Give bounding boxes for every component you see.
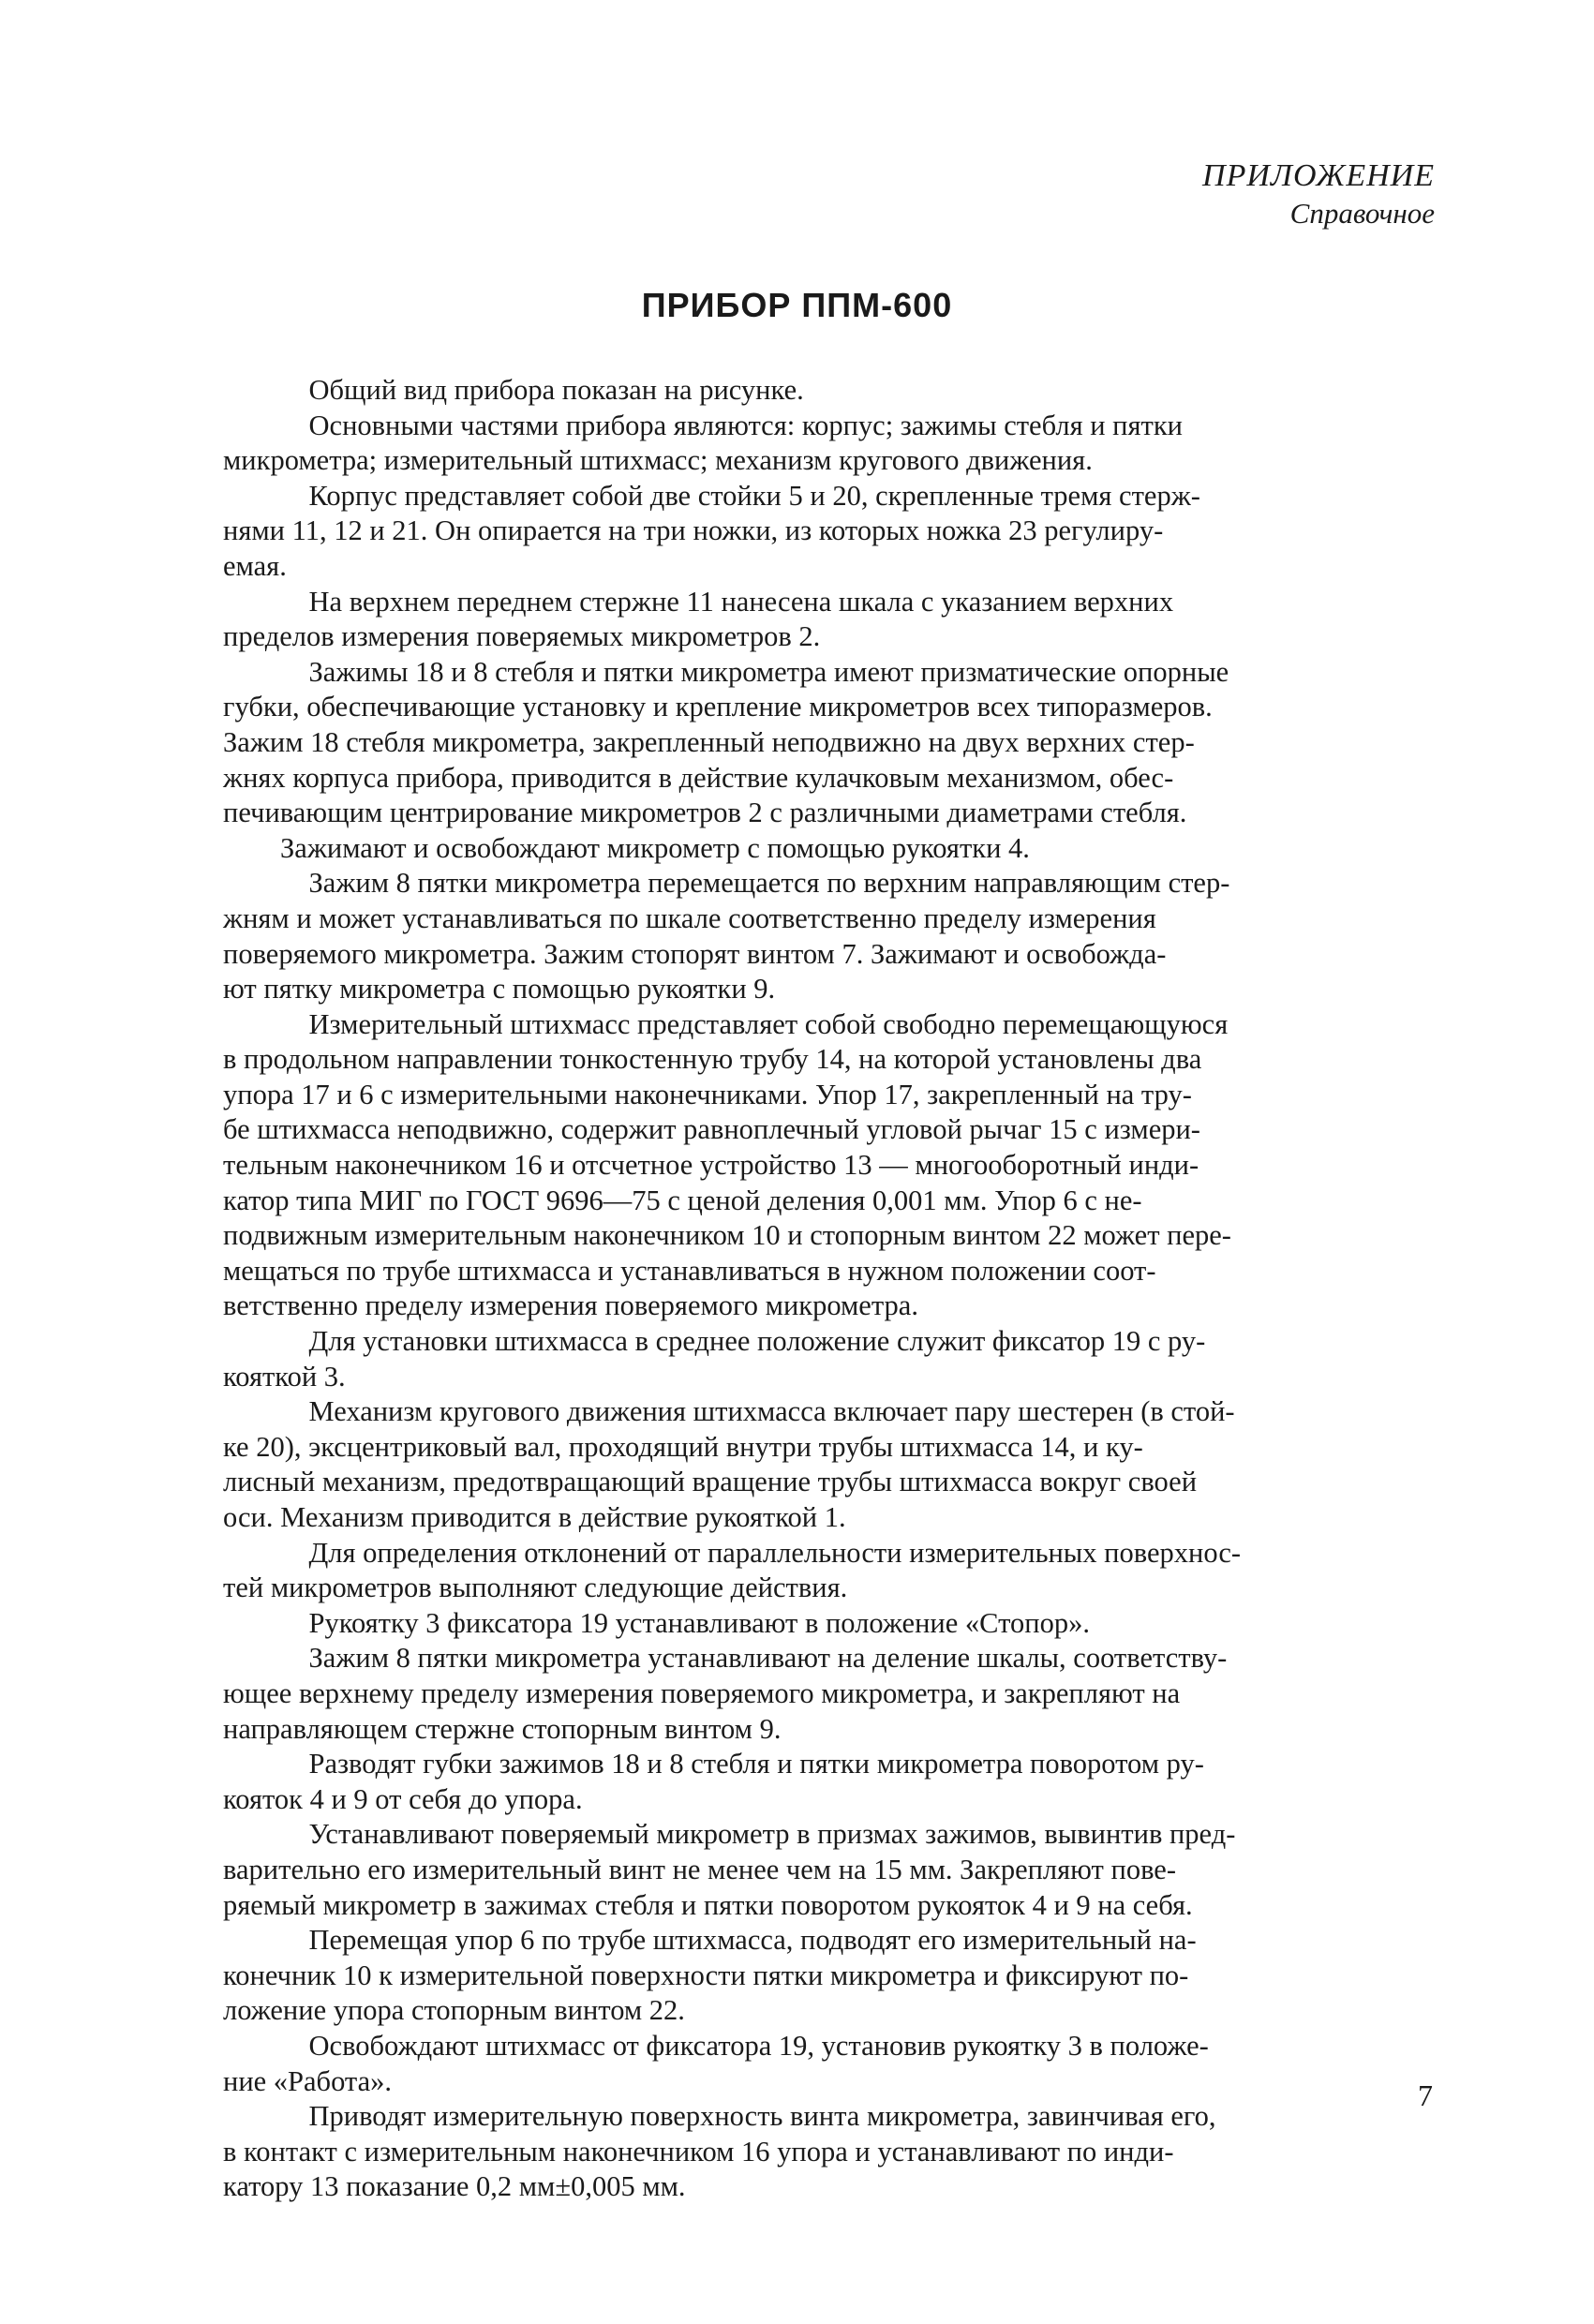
text-line: Общий вид прибора показан на рисунке. (223, 374, 804, 406)
text-line: ложение упора стопорным винтом 22. (223, 1994, 685, 2027)
text-line: ющее верхнему пределу измерения поверяемого микрометра, и закрепляют на (223, 1676, 1181, 1709)
document-title: ПРИБОР ППМ-600 (641, 286, 953, 324)
text-line: направляющем стержне стопорным винтом 9. (223, 1712, 782, 1745)
text-line: губки, обеспечивающие установку и крепление микрометров всех типоразмеров. (223, 691, 1213, 723)
text-line: Перемещая упор 6 по трубе штихмасса, подводят его измерительный на- (223, 1924, 1197, 1957)
text-line: Разводят губки зажимов 18 и 8 стебля и пятки микрометра поворотом ру- (223, 1748, 1204, 1780)
text-line: в контакт с измерительным наконечником 16 упора и устанавливают по инди- (223, 2135, 1174, 2168)
text-line: емая. (223, 549, 287, 582)
text-line: Корпус представляет собой две стойки 5 и 20, скрепленные тремя стерж- (223, 479, 1200, 512)
appendix-heading: ПРИЛОЖЕНИЕ (1202, 158, 1435, 193)
text-line: упора 17 и 6 с измерительными наконечниками. Упор 17, закрепленный на тру- (223, 1078, 1192, 1110)
text-line: варительно его измерительный винт не менее чем на 15 мм. Закрепляют пове- (223, 1853, 1176, 1885)
text-line: Для определения отклонений от параллельности измерительных поверхнос- (223, 1536, 1242, 1569)
text-line: кояткой 3. (223, 1360, 346, 1393)
text-line: ние «Работа». (223, 2064, 393, 2097)
text-line: Основными частями прибора являются: корпус; зажимы стебля и пятки (223, 409, 1183, 441)
text-line: катору 13 показание 0,2 мм±0,005 мм. (223, 2170, 686, 2203)
text-line: ряемый микрометр в зажимах стебля и пятки поворотом рукояток 4 и 9 на себя. (223, 1888, 1193, 1921)
text-line: поверяемого микрометра. Зажим стопорят винтом 7. Зажимают и освобожда- (223, 937, 1167, 970)
text-line: пределов измерения поверяемых микрометров 2. (223, 620, 821, 653)
text-line: Рукоятку 3 фиксатора 19 устанавливают в положение «Стопор». (223, 1606, 1090, 1639)
text-line: Измерительный штихмасс представляет собой свободно перемещающуюся (223, 1007, 1229, 1040)
text-line: ке 20), эксцентриковый вал, проходящий внутри трубы штихмасса 14, и ку- (223, 1430, 1143, 1463)
text-line: Механизм кругового движения штихмасса включает пару шестерен (в стой- (223, 1395, 1235, 1428)
text-line: лисный механизм, предотвращающий вращение трубы штихмасса вокруг своей (223, 1466, 1198, 1498)
text-line: Зажим 8 пятки микрометра перемещается по верхним направляющим стер- (223, 867, 1230, 900)
text-line: тельным наконечником 16 и отсчетное устройство 13 — многооборотный инди- (223, 1149, 1199, 1182)
text-line: Зажимают и освобождают микрометр с помощью рукоятки 4. (223, 831, 1030, 864)
text-line: Приводят измерительную поверхность винта микрометра, завинчивая его, (223, 2100, 1216, 2133)
text-line: ют пятку микрометра с помощью рукоятки 9. (223, 973, 776, 1006)
text-line: бе штихмасса неподвижно, содержит равноплечный угловой рычаг 15 с измери- (223, 1113, 1200, 1146)
text-line: катор типа МИГ по ГОСТ 9696—75 с ценой деления 0,001 мм. Упор 6 с не- (223, 1184, 1142, 1216)
text-line: Зажимы 18 и 8 стебля и пятки микрометра имеют призматические опорные (223, 655, 1229, 688)
text-line: микрометра; измерительный штихмасс; механизм кругового движения. (223, 444, 1093, 477)
body-text (223, 373, 1434, 2205)
text-line: в продольном направлении тонкостенную трубу 14, на которой установлены два (223, 1043, 1202, 1076)
text-line: жням и может устанавливаться по шкале соответственно пределу измерения (223, 901, 1156, 934)
text-line: кояток 4 и 9 от себя до упора. (223, 1782, 583, 1815)
text-line: тей микрометров выполняют следующие действия. (223, 1572, 848, 1604)
text-line: жнях корпуса прибора, приводится в действие кулачковым механизмом, обес- (223, 761, 1174, 794)
text-line: конечник 10 к измерительной поверхности пятки микрометра и фиксируют по- (223, 1959, 1189, 1991)
text-line: печивающим центрирование микрометров 2 с различными диаметрами стебля. (223, 797, 1187, 829)
text-line: Устанавливают поверяемый микрометр в призмах зажимов, вывинтив пред- (223, 1818, 1236, 1851)
text-line: Для установки штихмасса в среднее положение служит фиксатор 19 с ру- (223, 1325, 1206, 1358)
text-line: мещаться по трубе штихмасса и устанавливаться в нужном положении соот- (223, 1254, 1156, 1287)
text-line: Зажим 18 стебля микрометра, закрепленный неподвижно на двух верхних стер- (223, 725, 1195, 758)
text-line: оси. Механизм приводится в действие рукояткой 1. (223, 1501, 846, 1533)
text-line: На верхнем переднем стержне 11 нанесена шкала с указанием верхних (223, 585, 1174, 618)
text-line: ветственно пределу измерения поверяемого микрометра. (223, 1289, 918, 1322)
appendix-type: Справочное (1289, 197, 1435, 230)
page-number: 7 (1418, 2078, 1433, 2112)
text-line: подвижным измерительным наконечником 10 и стопорным винтом 22 может пере- (223, 1219, 1231, 1252)
text-line: Зажим 8 пятки микрометра устанавливают на деление шкалы, соответству- (223, 1642, 1228, 1675)
text-line: Освобождают штихмасс от фиксатора 19, установив рукоятку 3 в положе- (223, 2029, 1209, 2062)
appendix-label (1202, 157, 1435, 232)
text-line: нями 11, 12 и 21. Он опирается на три ножки, из которых ножка 23 регулиру- (223, 514, 1164, 547)
